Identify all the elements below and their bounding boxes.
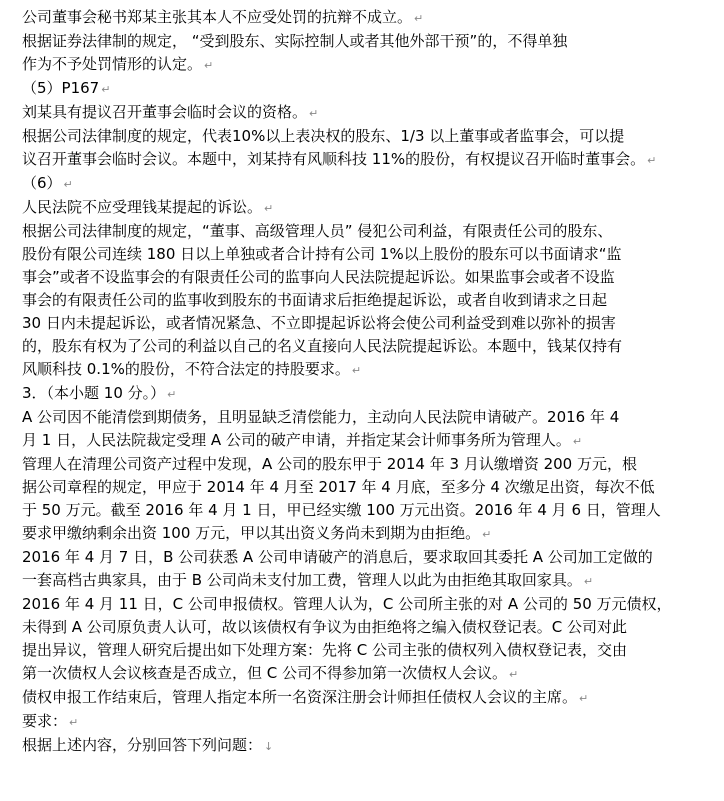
text-line: [22, 148, 704, 172]
line-text: 风顺科技 0.1%的股份，不符合法定的持股要求。: [22, 360, 350, 378]
text-line: [22, 569, 704, 593]
line-text: 根据上述内容，分别回答下列问题：: [22, 736, 263, 754]
line-text: 刘某具有提议召开董事会临时会议的资格。: [22, 103, 308, 121]
line-text: 管理人在清理公司资产过程中发现，A 公司的股东甲于 2014 年 3 月认缴增资 200 万元，根: [22, 455, 637, 473]
text-line: [22, 312, 704, 335]
text-line: [22, 335, 704, 358]
paragraph-mark-icon: ↵: [579, 692, 589, 705]
line-text: 根据证券法律制的规定， “受到股东、实际控制人或者其他外部干预”的，不得单独: [22, 32, 568, 50]
line-text: 事会的有限责任公司的监事收到股东的书面请求后拒绝提起诉讼，或者自收到请求之日起: [22, 291, 608, 309]
paragraph-mark-icon: ↵: [482, 528, 492, 541]
text-line: [22, 196, 704, 220]
text-line: [22, 172, 704, 196]
text-line: [22, 53, 704, 77]
text-line: [22, 30, 704, 53]
paragraph-mark-icon: ↵: [351, 364, 362, 377]
line-text: 要求甲缴纳剩余出资 100 万元，甲以其出资义务尚未到期为由拒绝。: [22, 524, 481, 542]
line-text: 债权申报工作结束后，管理人指定本所一名资深注册会计师担任债权人会议的主席。: [22, 688, 578, 706]
text-line: [22, 382, 704, 406]
line-text: 事会”或者不设监事会的有限责任公司的监事向人民法院提起诉讼。如果监事会或者不设监: [22, 268, 615, 286]
paragraph-mark-icon: ↵: [509, 668, 519, 681]
text-line: [22, 406, 704, 429]
line-text: 作为不予处罚情形的认定。: [22, 55, 203, 73]
paragraph-mark-icon: ↵: [414, 12, 424, 25]
text-line: [22, 289, 704, 312]
text-line: [22, 546, 704, 569]
text-line: [22, 453, 704, 476]
paragraph-mark-icon: ↵: [647, 154, 657, 167]
line-text: 3．（本小题 10 分。）: [22, 384, 166, 402]
text-line: [22, 686, 704, 710]
paragraph-mark-icon: ↵: [264, 202, 274, 215]
text-line: [22, 662, 704, 686]
text-line: [22, 266, 704, 289]
line-text: 于 50 万元。截至 2016 年 4 月 1 日，甲已经实缴 100 万元出资。2016 年 4 月 6 日，管理人: [22, 501, 661, 519]
paragraph-mark-icon: ↵: [583, 575, 594, 588]
line-text: 据公司章程的规定，甲应于 2014 年 4 月至 2017 年 4 月底，至多分 4 次缴足出资，每次不低: [22, 478, 655, 496]
text-line: [22, 710, 704, 734]
end-mark-icon: ↓: [264, 740, 274, 753]
paragraph-mark-icon: ↵: [572, 435, 583, 448]
text-line: [22, 6, 704, 30]
line-text: 2016 年 4 月 11 日，C 公司申报债权。管理人认为，C 公司所主张的对 A 公司的 50 万元债权，: [22, 595, 672, 613]
paragraph-mark-icon: ↵: [167, 388, 177, 401]
text-line: [22, 616, 704, 639]
line-text: 月 1 日，人民法院裁定受理 A 公司的破产申请，并指定某会计师事务所为管理人。: [22, 431, 571, 449]
text-line: [22, 243, 704, 266]
document-body: [22, 6, 704, 758]
line-text: 人民法院不应受理钱某提起的诉讼。: [22, 198, 263, 216]
paragraph-mark-icon: ↵: [204, 59, 214, 72]
line-text: 公司董事会秘书郑某主张其本人不应受处罚的抗辩不成立。: [22, 8, 413, 26]
text-line: [22, 639, 704, 662]
line-text: 根据公司法律制度的规定，“董事、高级管理人员” 侵犯公司利益，有限责任公司的股东、: [22, 222, 613, 240]
line-text: （5）P167: [22, 79, 100, 97]
paragraph-mark-icon: ↵: [69, 716, 79, 729]
text-line: [22, 499, 704, 522]
text-line: [22, 220, 704, 243]
text-line: [22, 77, 704, 101]
paragraph-mark-icon: ↵: [101, 83, 111, 96]
line-text: 2016 年 4 月 7 日，B 公司获悉 A 公司申请破产的消息后，要求取回其委托 A 公司加工定做的: [22, 548, 653, 566]
line-text: 提出异议，管理人研究后提出如下处理方案：先将 C 公司主张的债权列入债权登记表，交由: [22, 641, 628, 659]
text-line: [22, 593, 704, 616]
text-line: [22, 429, 704, 453]
line-text: 要求：: [22, 712, 68, 730]
line-text: 根据公司法律制度的规定，代表10%以上表决权的股东、1/3 以上董事或者监事会，可以提: [22, 127, 625, 145]
line-text: （6）: [22, 174, 62, 192]
line-text: 30 日内未提起诉讼，或者情况紧急、不立即提起诉讼将会使公司利益受到难以弥补的损害: [22, 314, 616, 332]
text-line: [22, 101, 704, 125]
paragraph-mark-icon: ↵: [309, 107, 319, 120]
line-text: 第一次债权人会议核查是否成立，但 C 公司不得参加第一次债权人会议。: [22, 664, 508, 682]
line-text: 未得到 A 公司原负责人认可，故以该债权有争议为由拒绝将之编入债权登记表。C 公司对此: [22, 618, 628, 636]
line-text: 一套高档古典家具，由于 B 公司尚未支付加工费，管理人以此为由拒绝其取回家具。: [22, 571, 582, 589]
text-line: [22, 358, 704, 382]
text-line: [22, 734, 704, 758]
line-text: 的，股东有权为了公司的利益以自己的名义直接向人民法院提起诉讼。本题中，钱某仅持有: [22, 337, 623, 355]
paragraph-mark-icon: ↵: [63, 178, 73, 191]
text-line: [22, 476, 704, 499]
text-line: [22, 522, 704, 546]
line-text: 议召开董事会临时会议。本题中，刘某持有风顺科技 11%的股份，有权提议召开临时董事会。: [22, 150, 646, 168]
line-text: A 公司因不能清偿到期债务，且明显缺乏清偿能力，主动向人民法院申请破产。2016 年 4: [22, 408, 620, 426]
line-text: 股份有限公司连续 180 日以上单独或者合计持有公司 1%以上股份的股东可以书面请求“监: [22, 245, 622, 263]
text-line: [22, 125, 704, 148]
